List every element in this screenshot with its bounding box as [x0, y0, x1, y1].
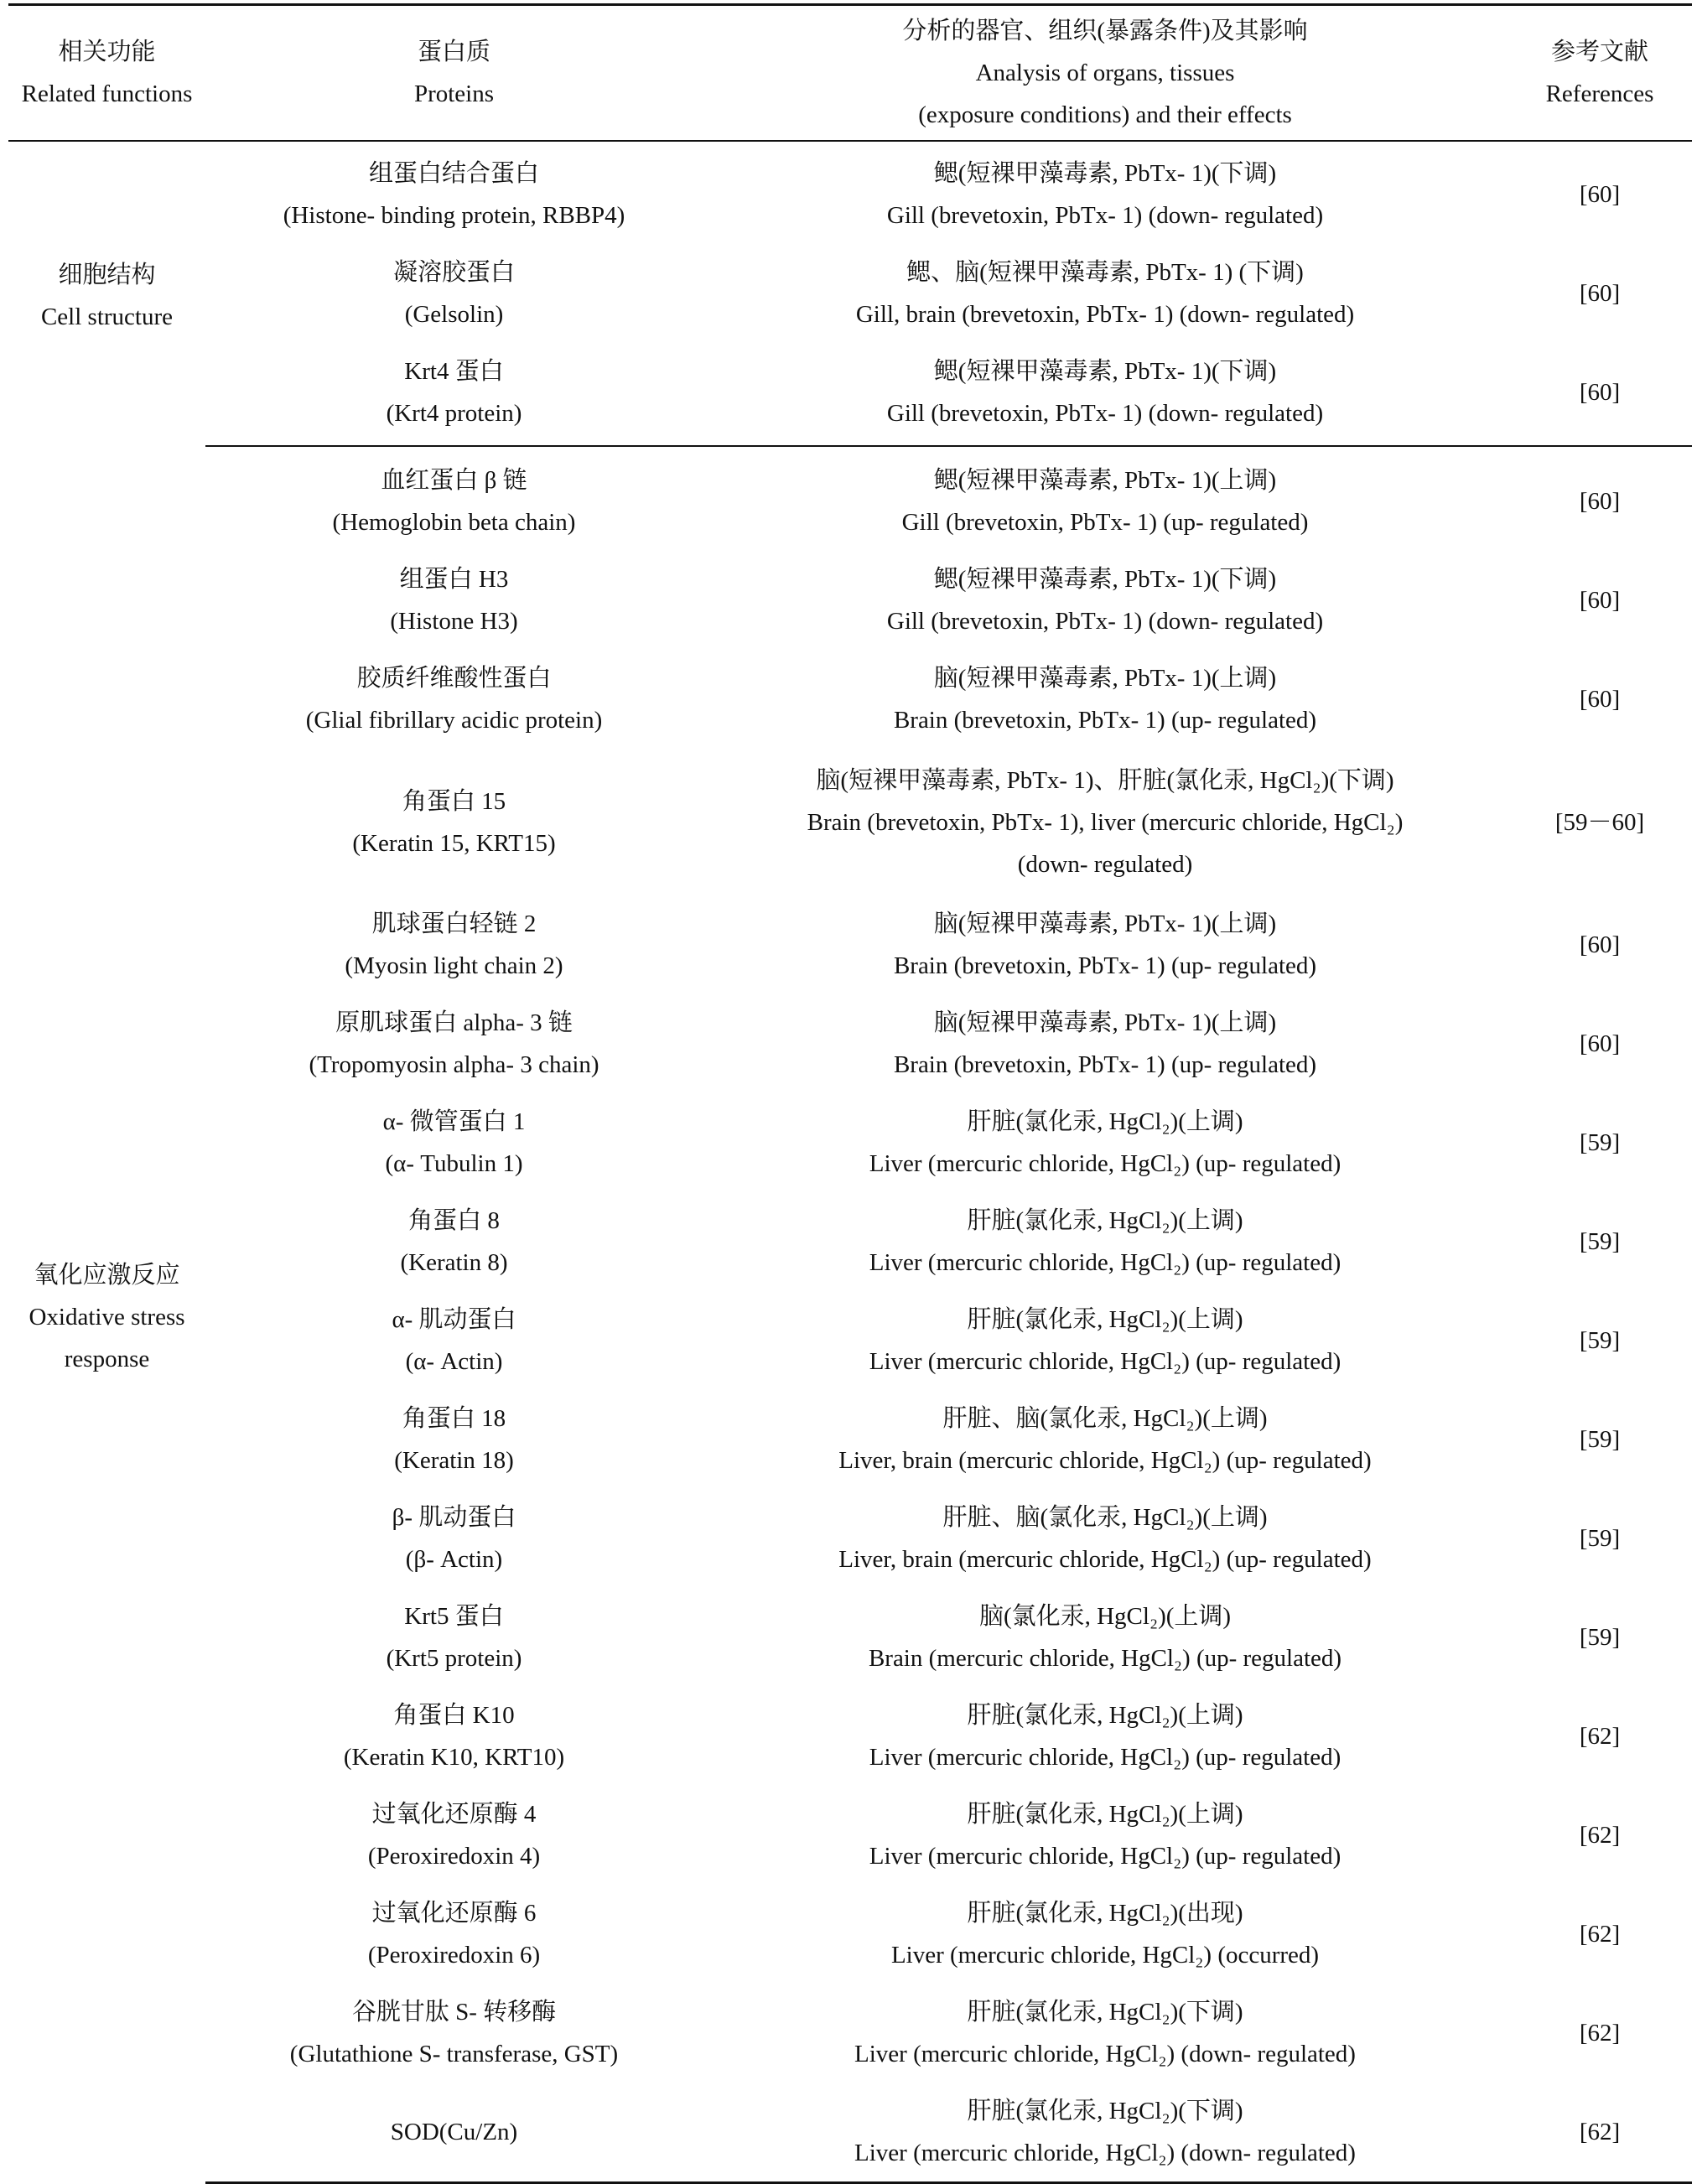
protein-name-cn: 组蛋白 H3 [399, 566, 509, 593]
organ-effect-cell [703, 446, 1508, 551]
protein-name-cn: β- 肌动蛋白 [392, 1504, 516, 1531]
reference-cell: [60] [1579, 1030, 1621, 1057]
table-row [8, 1588, 1692, 1687]
header-org-en-2: (exposure conditions) and their effects [918, 101, 1292, 128]
header-proteins [205, 5, 703, 142]
table-row [8, 1489, 1692, 1588]
organ-effect-cell [703, 244, 1508, 343]
header-ref-en: References [1545, 80, 1654, 107]
protein-cell [205, 551, 703, 650]
header-ref-cn: 参考文献 [1550, 39, 1648, 65]
organ-effect-cn: 肝脏(氯化汞, HgCl₂)(下调) [967, 1999, 1243, 2026]
function-cn: 氧化应激反应 [34, 1261, 180, 1289]
document-page [8, 3, 1692, 2184]
organ-effect-en: Liver (mercuric chloride, HgCl₂) (down- regulated) [854, 2041, 1356, 2067]
group-oxidative-stress [8, 446, 1692, 2183]
organ-effect-cell [703, 141, 1508, 244]
protein-name-en: (β- Actin) [405, 1546, 503, 1573]
organ-effect-cn: 鳃、脑(短裸甲藻毒素, PbTx- 1) (下调) [906, 259, 1304, 286]
organ-effect-cell [703, 1093, 1508, 1192]
organ-effect-cell [703, 1984, 1508, 2083]
header-references [1508, 5, 1692, 142]
organ-effect-cn: 肝脏、脑(氯化汞, HgCl₂)(上调) [942, 1405, 1268, 1432]
function-cn: 细胞结构 [58, 261, 156, 288]
header-func-cn: 相关功能 [58, 39, 156, 65]
header-row [8, 5, 1692, 142]
protein-cell [205, 1885, 703, 1984]
organ-effect-en: Liver (mercuric chloride, HgCl₂) (down- regulated) [854, 2140, 1356, 2166]
table-row [8, 749, 1692, 895]
reference-cell: [59] [1579, 1426, 1621, 1453]
organ-effect-en: Liver (mercuric chloride, HgCl₂) (up- regulated) [869, 1843, 1342, 1870]
reference-cell: [62] [1579, 1822, 1621, 1849]
protein-cell [205, 1489, 703, 1588]
reference-cell: [59－60] [1554, 808, 1645, 836]
table-row [8, 1885, 1692, 1984]
protein-name-en: (Krt5 protein) [386, 1645, 522, 1672]
table-row [8, 1786, 1692, 1885]
reference-cell: [59] [1579, 1624, 1621, 1651]
organ-effect-cn: 脑(短裸甲藻毒素, PbTx- 1)(上调) [933, 1009, 1277, 1036]
table-row [8, 551, 1692, 650]
reference-cell: [60] [1508, 343, 1692, 446]
reference-cell: [62] [1508, 2083, 1692, 2183]
organ-effect-cell [703, 2083, 1508, 2183]
reference-cell: [59] [1579, 1129, 1621, 1156]
reference-cell: [60] [1579, 181, 1621, 208]
protein-name-en: (Keratin K10, KRT10) [343, 1744, 565, 1771]
table-row [8, 1984, 1692, 2083]
header-related-functions [8, 5, 205, 142]
organ-effect-cell [703, 1885, 1508, 1984]
organ-effect-en: Liver (mercuric chloride, HgCl₂) (up- regulated) [869, 1150, 1342, 1177]
reference-cell: [62] [1579, 1723, 1621, 1750]
organ-effect-cell [703, 895, 1508, 994]
reference-cell: [60] [1579, 587, 1621, 614]
table-row [8, 1390, 1692, 1489]
protein-name-cn: α- 肌动蛋白 [392, 1306, 516, 1333]
protein-name-en: (Glutathione S- transferase, GST) [289, 2041, 619, 2067]
protein-name-cn: 角蛋白 15 [402, 787, 506, 815]
organ-effect-cell [703, 1390, 1508, 1489]
protein-name-en: (Keratin 18) [394, 1447, 514, 1474]
protein-name-cn: α- 微管蛋白 1 [382, 1108, 526, 1135]
protein-cell [205, 895, 703, 994]
protein-cell [205, 446, 703, 551]
table-row [8, 1093, 1692, 1192]
protein-cell [205, 141, 703, 244]
organ-effect-cell [703, 1588, 1508, 1687]
organ-effect-cell [703, 551, 1508, 650]
protein-cell [205, 1687, 703, 1786]
protein-cell [205, 1588, 703, 1687]
function-en-1: Oxidative stress [29, 1303, 185, 1331]
organ-effect-cn: 肝脏(氯化汞, HgCl₂)(上调) [967, 1207, 1243, 1234]
organ-effect-cell [703, 1192, 1508, 1291]
table-row [8, 895, 1692, 994]
organ-effect-en: Liver, brain (mercuric chloride, HgCl₂) (up- regulated) [838, 1447, 1372, 1474]
organ-effect-cn: 脑(短裸甲藻毒素, PbTx- 1)(上调) [933, 910, 1277, 937]
protein-name-cn: SOD(Cu/Zn) [390, 2119, 518, 2145]
organ-effect-en: Liver, brain (mercuric chloride, HgCl₂) (up- regulated) [838, 1546, 1372, 1573]
reference-cell: [59] [1579, 1228, 1621, 1255]
header-org-en-1: Analysis of organs, tissues [975, 60, 1235, 86]
protein-name-en: (Gelsolin) [404, 301, 504, 328]
organ-effect-cn: 肝脏(氯化汞, HgCl₂)(上调) [967, 1801, 1243, 1828]
organ-effect-cell [703, 1489, 1508, 1588]
protein-name-cn: 过氧化还原酶 6 [371, 1900, 537, 1927]
organ-effect-cn: 脑(氯化汞, HgCl₂)(上调) [978, 1603, 1232, 1630]
protein-name-en: (α- Actin) [405, 1348, 503, 1375]
protein-name-cn: 组蛋白结合蛋白 [368, 160, 539, 187]
function-en-2: response [64, 1345, 150, 1372]
table-row [8, 141, 1692, 244]
protein-cell [205, 2083, 703, 2183]
organ-effect-cn: 肝脏(氯化汞, HgCl₂)(上调) [967, 1702, 1243, 1729]
table-row [8, 994, 1692, 1093]
table-row [8, 244, 1692, 343]
organ-effect-en: Gill, brain (brevetoxin, PbTx- 1) (down- regulated) [855, 301, 1355, 328]
protein-cell [205, 244, 703, 343]
reference-cell: [60] [1579, 488, 1621, 515]
protein-name-en: (Myosin light chain 2) [345, 952, 563, 979]
organ-effect-en: Liver (mercuric chloride, HgCl₂) (up- regulated) [869, 1348, 1342, 1375]
organ-effect-en: Gill (brevetoxin, PbTx- 1) (down- regulated) [886, 400, 1324, 427]
organ-effect-cell [703, 343, 1508, 446]
protein-name-cn: Krt5 蛋白 [404, 1603, 504, 1630]
protein-name-en: (Keratin 8) [400, 1249, 508, 1276]
protein-cell [205, 650, 703, 749]
reference-cell: [60] [1579, 686, 1621, 713]
organ-effect-cell [703, 1786, 1508, 1885]
organ-effect-cell [703, 1687, 1508, 1786]
related-function-cell [8, 141, 205, 446]
organ-effect-cn: 肝脏、脑(氯化汞, HgCl₂)(上调) [942, 1504, 1268, 1531]
protein-name-cn: 胶质纤维酸性蛋白 [356, 665, 552, 692]
reference-cell: [59] [1579, 1327, 1621, 1354]
organ-effect-en: Brain (mercuric chloride, HgCl₂) (up- regulated) [868, 1645, 1342, 1672]
protein-name-cn: 血红蛋白 β 链 [381, 467, 527, 494]
organ-effect-cn: 肝脏(氯化汞, HgCl₂)(下调) [967, 2098, 1243, 2124]
table-row [8, 650, 1692, 749]
organ-effect-en: Brain (brevetoxin, PbTx- 1) (up- regulated) [893, 707, 1317, 734]
protein-name-cn: 凝溶胶蛋白 [392, 259, 515, 286]
reference-cell: [60] [1579, 280, 1621, 307]
organ-effect-en: Liver (mercuric chloride, HgCl₂) (occurred) [890, 1942, 1320, 1969]
header-org-cn: 分析的器官、组织(暴露条件)及其影响 [902, 18, 1308, 44]
protein-name-en: (Glial fibrillary acidic protein) [305, 707, 603, 734]
protein-cell [205, 994, 703, 1093]
reference-cell: [60] [1579, 931, 1621, 958]
organ-effect-en: Liver (mercuric chloride, HgCl₂) (up- regulated) [869, 1744, 1342, 1771]
protein-cell [205, 1984, 703, 2083]
organ-effect-en: Brain (brevetoxin, PbTx- 1) (up- regulated) [893, 1051, 1317, 1078]
organ-effect-cn: 肝脏(氯化汞, HgCl₂)(出现) [967, 1900, 1243, 1927]
protein-name-cn: 角蛋白 18 [402, 1405, 506, 1432]
organ-effect-cn: 脑(短裸甲藻毒素, PbTx- 1)、肝脏(氯化汞, HgCl₂)(下调) [816, 766, 1394, 794]
protein-name-en: (Tropomyosin alpha- 3 chain) [309, 1051, 599, 1078]
header-prot-cn: 蛋白质 [417, 39, 490, 65]
protein-name-en: (Keratin 15, KRT15) [352, 829, 556, 857]
header-func-en: Related functions [21, 80, 193, 107]
protein-name-en: (Krt4 protein) [386, 400, 522, 427]
protein-name-cn: 角蛋白 8 [408, 1207, 500, 1234]
table-row [8, 2083, 1692, 2183]
protein-cell [205, 1786, 703, 1885]
reference-cell: [62] [1579, 1921, 1621, 1948]
organ-effect-cell [703, 994, 1508, 1093]
organ-effect-cn: 鳃(短裸甲藻毒素, PbTx- 1)(下调) [933, 566, 1277, 593]
organ-effect-en: Brain (brevetoxin, PbTx- 1) (up- regulated) [893, 952, 1317, 979]
organ-effect-en: Gill (brevetoxin, PbTx- 1) (down- regulated) [886, 608, 1324, 635]
reference-cell: [59] [1579, 1525, 1621, 1552]
organ-effect-en: Brain (brevetoxin, PbTx- 1), liver (mercuric chloride, HgCl₂) (down- regulated) [807, 808, 1404, 878]
organ-effect-en: Gill (brevetoxin, PbTx- 1) (down- regulated) [886, 202, 1324, 229]
protein-name-en: (Histone H3) [390, 608, 518, 635]
organ-effect-cn: 鳃(短裸甲藻毒素, PbTx- 1)(下调) [933, 358, 1277, 385]
table-row [8, 446, 1692, 551]
header-organs-tissues [703, 5, 1508, 142]
organ-effect-cell [703, 650, 1508, 749]
protein-cell [205, 1192, 703, 1291]
organ-effect-cell [703, 1291, 1508, 1390]
protein-function-table [8, 3, 1692, 2184]
table-header [8, 5, 1692, 142]
table-row [8, 1687, 1692, 1786]
protein-name-en: (Peroxiredoxin 6) [367, 1942, 541, 1969]
protein-cell [205, 343, 703, 446]
protein-name-en: (Histone- binding protein, RBBP4) [283, 202, 625, 229]
organ-effect-cn: 肝脏(氯化汞, HgCl₂)(上调) [967, 1108, 1243, 1135]
header-prot-en: Proteins [413, 80, 495, 107]
reference-cell: [62] [1579, 2020, 1621, 2047]
protein-name-cn: 过氧化还原酶 4 [371, 1801, 537, 1828]
group-cell-structure [8, 141, 1692, 446]
organ-effect-en: Gill (brevetoxin, PbTx- 1) (up- regulated) [901, 509, 1309, 536]
protein-cell [205, 1093, 703, 1192]
table-row [8, 1192, 1692, 1291]
protein-name-en: (Hemoglobin beta chain) [332, 509, 576, 536]
organ-effect-cell [703, 749, 1508, 895]
protein-name-en: (Peroxiredoxin 4) [367, 1843, 541, 1870]
protein-name-cn: 谷胱甘肽 S- 转移酶 [351, 1999, 557, 2026]
protein-cell [205, 1390, 703, 1489]
organ-effect-cn: 鳃(短裸甲藻毒素, PbTx- 1)(下调) [933, 160, 1277, 187]
protein-cell [205, 1291, 703, 1390]
protein-name-en: (α- Tubulin 1) [385, 1150, 523, 1177]
organ-effect-cn: 肝脏(氯化汞, HgCl₂)(上调) [967, 1306, 1243, 1333]
table-row [8, 1291, 1692, 1390]
protein-name-cn: 肌球蛋白轻链 2 [371, 910, 537, 937]
protein-name-cn: Krt4 蛋白 [404, 358, 504, 385]
protein-name-cn: 原肌球蛋白 alpha- 3 链 [335, 1009, 573, 1036]
organ-effect-en: Liver (mercuric chloride, HgCl₂) (up- regulated) [869, 1249, 1342, 1276]
organ-effect-cn: 鳃(短裸甲藻毒素, PbTx- 1)(上调) [933, 467, 1277, 494]
protein-name-cn: 角蛋白 K10 [393, 1702, 515, 1729]
organ-effect-cn: 脑(短裸甲藻毒素, PbTx- 1)(上调) [933, 665, 1277, 692]
table-row [8, 343, 1692, 446]
protein-cell [205, 749, 703, 895]
function-en-1: Cell structure [40, 303, 174, 330]
related-function-cell [8, 446, 205, 2183]
